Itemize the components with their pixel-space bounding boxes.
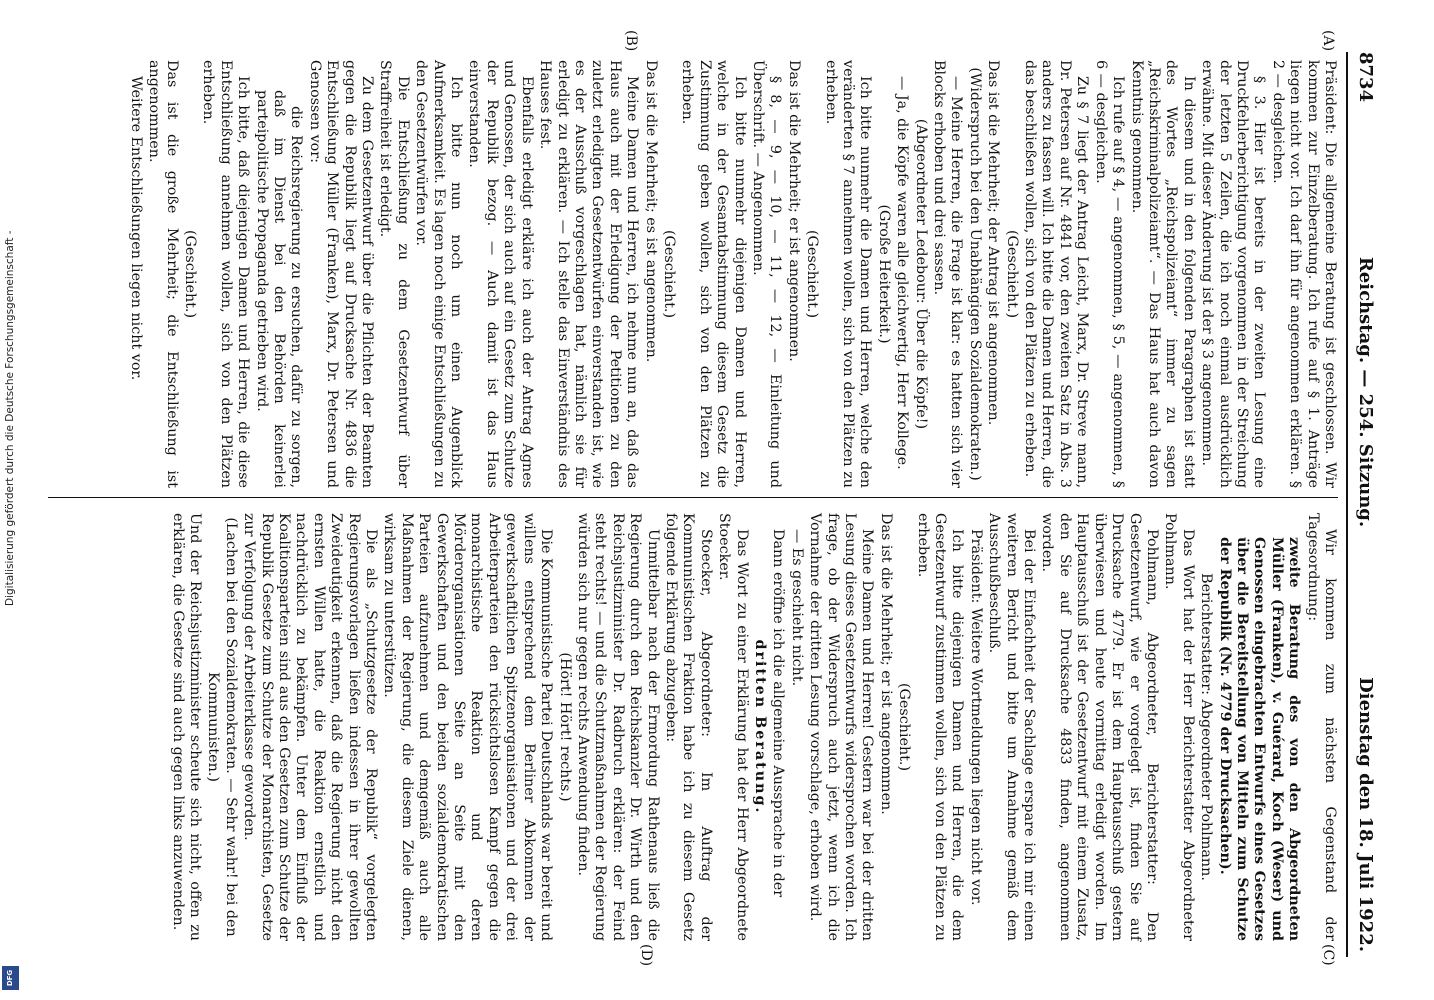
paragraph: Das ist die Mehrheit; es ist angenommen.: [642, 60, 659, 363]
right-column: [167, 513, 1338, 941]
paragraph: Das Wort hat der Herr Berichterstatter Abgeordneter Pohlmann.: [1162, 513, 1196, 941]
stage-direction: (Große Heiterkeit.): [875, 204, 892, 344]
paragraph: Meine Damen und Herren, ich nehme nun an, daß das Haus auch mit der Erledigung der Petitionen zu den zuletzt erledigten Gesetzentwürfen einverstanden ist, wie es der Ausschuß vorgeschlagen hat, nämlich sie für erledigt zu erklären. — Ich stelle das Einverständnis des Hauses fest.: [537, 60, 641, 488]
margin-marker-a: (A): [1320, 30, 1336, 52]
paragraph: Meine Damen und Herren! Gestern war bei der dritten Lesung dieses Gesetzentwurfs widersprochen worden. Ich frage, ob der Widerspruch auch jetzt, wenn ich die Vornahme der dritten Lesung vorschlage, erhoben wird.: [807, 513, 876, 941]
paragraph: Zu dem Gesetzentwurf über die Pflichten der Beamten gegen die Republik liegt auf Drucksache Nr. 4836 die Entschließung Müller (Franken), Marx, Dr. Petersen und Genossen vor:: [306, 60, 376, 488]
paragraph: Die Entschließung zu dem Gesetzentwurf über Straffreiheit ist erledigt.: [377, 60, 411, 488]
paragraph: — Ja, die Köpfe waren alle gleichwertig, Herr Kollege.: [894, 76, 911, 470]
session-date: Dienstag den 18. Juli 1922.: [1355, 677, 1377, 952]
stage-direction: (Lachen bei den Sozialdemokraten. — Sehr wahr! bei den Kommunisten.): [205, 517, 239, 937]
paragraph: Die als „Schutzgesetze der Republik“ vorgelegten Regierungsvorlagen ließen indessen in ihrer gewollten Zweideutigkeit erkennen, daß die Regierung nicht den ernsten Willen hatte, die Reaktion ernstlich und nachdrücklich zu bekämpfen. Unter dem Einfluß der Koalitionsparteien sind aus den Gesetzen zum Schutze der Republik Gesetze zum Schutze der Monarchisten, Gesetze zur Verfolgung der Arbeiterklasse geworden.: [241, 513, 380, 941]
paragraph: Das ist die große Mehrheit; die Entschließung ist angenommen.: [146, 60, 180, 488]
rapporteur-line: Berichterstatter: Abgeordneter Pohlmann.: [1198, 573, 1215, 881]
paragraph: Ich bitte nunmehr die Damen und Herren, welche den veränderten § 7 annehmen wollen, sich von den Plätzen zu erheben.: [822, 60, 874, 488]
paragraph: Dann eröffne ich die allgemeine Aussprache in der: [770, 529, 787, 898]
paragraph: Ich bitte, daß diejenigen Damen und Herren, die diese Entschließung annehmen wollen, sich von den Plätzen erheben.: [200, 60, 252, 488]
page-header: [1353, 52, 1379, 952]
paragraph: Die Kommunistische Partei Deutschlands war bereit und willens entsprechend dem Berliner Abkommen der gewerkschaftlichen Spitzenorganisationen und der drei Arbeiterparteien den rücksichtslosen Kampf gegen die monarchistische Reaktion und deren Mörderorganisationen Seite an Seite mit den Gewerkschaften und den beiden sozialdemokratischen Parteien aufzunehmen und demgemäß auch alle Maßnahmen der Regierung, die diesem Ziele dienen, wirksam zu unterstützen.: [381, 513, 555, 941]
margin-marker-d: (D): [638, 944, 654, 967]
stage-direction: (Geschieht.): [896, 682, 913, 772]
stage-direction: (Geschieht.): [182, 229, 198, 319]
paragraph: Unmittelbar nach der Ermordung Rathenaus ließ die Regierung durch den Reichskanzler Dr. Wirth und den Reichsjustizminister Dr. Radbruch erklären: der Feind steht rechts! — und die Schutzmaßnahmen der Regierung würden sich nur gegen rechts Anwendung finden.: [574, 513, 661, 941]
paragraph: Wir kommen zum nächsten Gegenstand der Tagesordnung:: [1304, 513, 1338, 941]
paragraph: Das ist die Mehrheit; der Antrag ist angenommen.: [985, 60, 1002, 426]
stage-direction: (Geschieht.): [660, 229, 677, 319]
paragraph: § 3. Hier ist bereits in der zweiten Lesung eine Druckfehlerberichtigung vorgenommen in der Streichung der letzten 5 Zeilen, die ich noch einmal ausdrücklich erwähne. Mit dieser Änderung ist der § 3 angenommen.: [1199, 60, 1268, 488]
paragraph: Und der Reichsjustizminister scheute sich nicht, offen zu erklären, die Gesetze sind auch gegen links anzuwenden.: [169, 513, 203, 941]
left-column: [125, 60, 1338, 488]
paragraph: — Es geschieht nicht.: [788, 529, 805, 687]
page-title: Reichstag. — 254. Sitzung.: [1355, 256, 1377, 528]
paragraph: § 8, — 9, — 10, — 11, — 12, — Einleitung und Überschrift. — Angenommen.: [750, 60, 784, 488]
stage-direction: (Abgeordneter Ledebour: Über die Köpfe!): [912, 118, 929, 430]
paragraph: Ich bitte nunmehr diejenigen Damen und Herren, welche in der Gesamtabstimmung diesem Gesetz die Zustimmung geben wollen, sich von den Plätzen zu erheben.: [679, 60, 748, 488]
paragraph: Stoecker, Abgeordneter: Im Auftrag der Kommunistischen Fraktion habe ich zu diesem Gesetz folgende Erklärung abzugeben:: [662, 513, 714, 941]
digitization-credit: Digitalisierung gefördert durch die Deutsche Forschungsgemeinschaft -: [4, 230, 16, 606]
agenda-item: zweite Beratung des von den Abgeordneten Müller (Franken), v. Guérard, Koch (Weser) und Genossen eingebrachten Entwurfs eines Gesetzes über die Bereitstellung von Mitteln zum Schutze der Republik (Nr. 4779 der Drucksachen).: [1216, 537, 1303, 941]
paragraph: Präsident: Die allgemeine Beratung ist geschlossen. Wir kommen zur Einzelberatung. Ich rufe auf § 1. Anträge liegen nicht vor. Ich darf ihn für angenommen erklären. § 2 — desgleichen.: [1269, 60, 1338, 488]
margin-marker-b: (B): [623, 30, 639, 52]
page-number: 8734: [1355, 52, 1377, 103]
stage-direction: (Hört! Hört! rechts.): [556, 652, 573, 802]
margin-marker-c: (C): [1320, 944, 1336, 966]
paragraph: — Meine Herren, die Frage ist klar: es hatten sich vier Blocks erhoben und drei sassen.: [931, 60, 965, 488]
dfg-logo: [2, 966, 19, 990]
paragraph: Zu § 7 liegt der Antrag Leicht, Marx, Dr. Streve mann, Dr. Petersen auf Nr. 4841 vor, den zweiten Satz in Abs. 3 anders zu fassen will. Ich bitte die Damen und Herren, die das beschließen wollen, sich von den Plätzen zu erheben.: [1022, 60, 1091, 488]
paragraph: Das ist die Mehrheit; er ist angenommen.: [877, 513, 894, 815]
stage-direction: (Geschieht.): [804, 229, 821, 319]
paragraph: Pohlmann, Abgeordneter, Berichterstatter: Den Gesetzentwurf, wie er vorgelegt ist, finden Sie auf Drucksache 4779. Er ist dem Hauptausschuß gestern überwiesen und heute vormittag erledigt worden. Im Hauptausschuß ist der Gesetzentwurf mit einem Zusatz, den Sie auf Drucksache 4833 finden, angenommen worden.: [1039, 513, 1160, 941]
paragraph: Weitere Entschließungen liegen nicht vor.: [127, 76, 144, 381]
stage-direction: (Geschieht.): [1003, 229, 1020, 319]
stage-direction: (Widerspruch bei den Unabhängigen Sozialdemokraten.): [966, 67, 983, 481]
paragraph: Präsident: Weitere Wortmeldungen liegen nicht vor.: [967, 529, 984, 906]
paragraph: Das ist die Mehrheit; er ist angenommen.: [785, 60, 802, 362]
paragraph: Ich rufe auf § 4, — angenommen, § 5, — angenommen, § 6 — desgleichen.: [1092, 60, 1127, 488]
column-divider: [48, 497, 1338, 498]
header-rule: [1346, 52, 1348, 957]
paragraph: Bei der Einfachheit der Sachlage erspare ich mir einen weiteren Bericht und bitte um Annahme gemäß dem Ausschußbeschluß.: [986, 513, 1038, 941]
paragraph: Ich bitte diejenigen Damen und Herren, die dem Gesetzentwurf zustimmen wollen, sich von den Plätzen zu erheben.: [914, 513, 966, 941]
section-heading: dritten Beratung.: [752, 639, 768, 815]
paragraph: In diesem und in den folgenden Paragraphen ist statt des Wortes „Reichspolizeiamt“ immer zu sagen „Reichskriminalpolizeiamt“. — Das Haus hat auch davon Kenntnis genommen.: [1128, 60, 1197, 488]
paragraph: Das Wort zu einer Erklärung hat der Herr Abgeordnete Stoecker.: [716, 513, 750, 941]
dfg-logo-text: DFG: [6, 969, 15, 987]
resolution-text: die Reichsregierung zu ersuchen, dafür zu sorgen, daß im Dienst bei den Behörden keinerlei parteipolitische Propaganda getrieben wird.: [253, 90, 305, 488]
paragraph: Ich bitte nun noch um einen Augenblick Aufmerksamkeit. Es lagen noch einige Entschließungen zu den Gesetzentwürfen vor.: [413, 60, 465, 488]
paragraph: Ebenfalls erledigt erkläre ich auch der Antrag Agnes und Genossen, der sich auch auf ein Gesetz zum Schutze der Republik bezog. — Auch damit ist das Haus einverstanden.: [466, 60, 535, 488]
